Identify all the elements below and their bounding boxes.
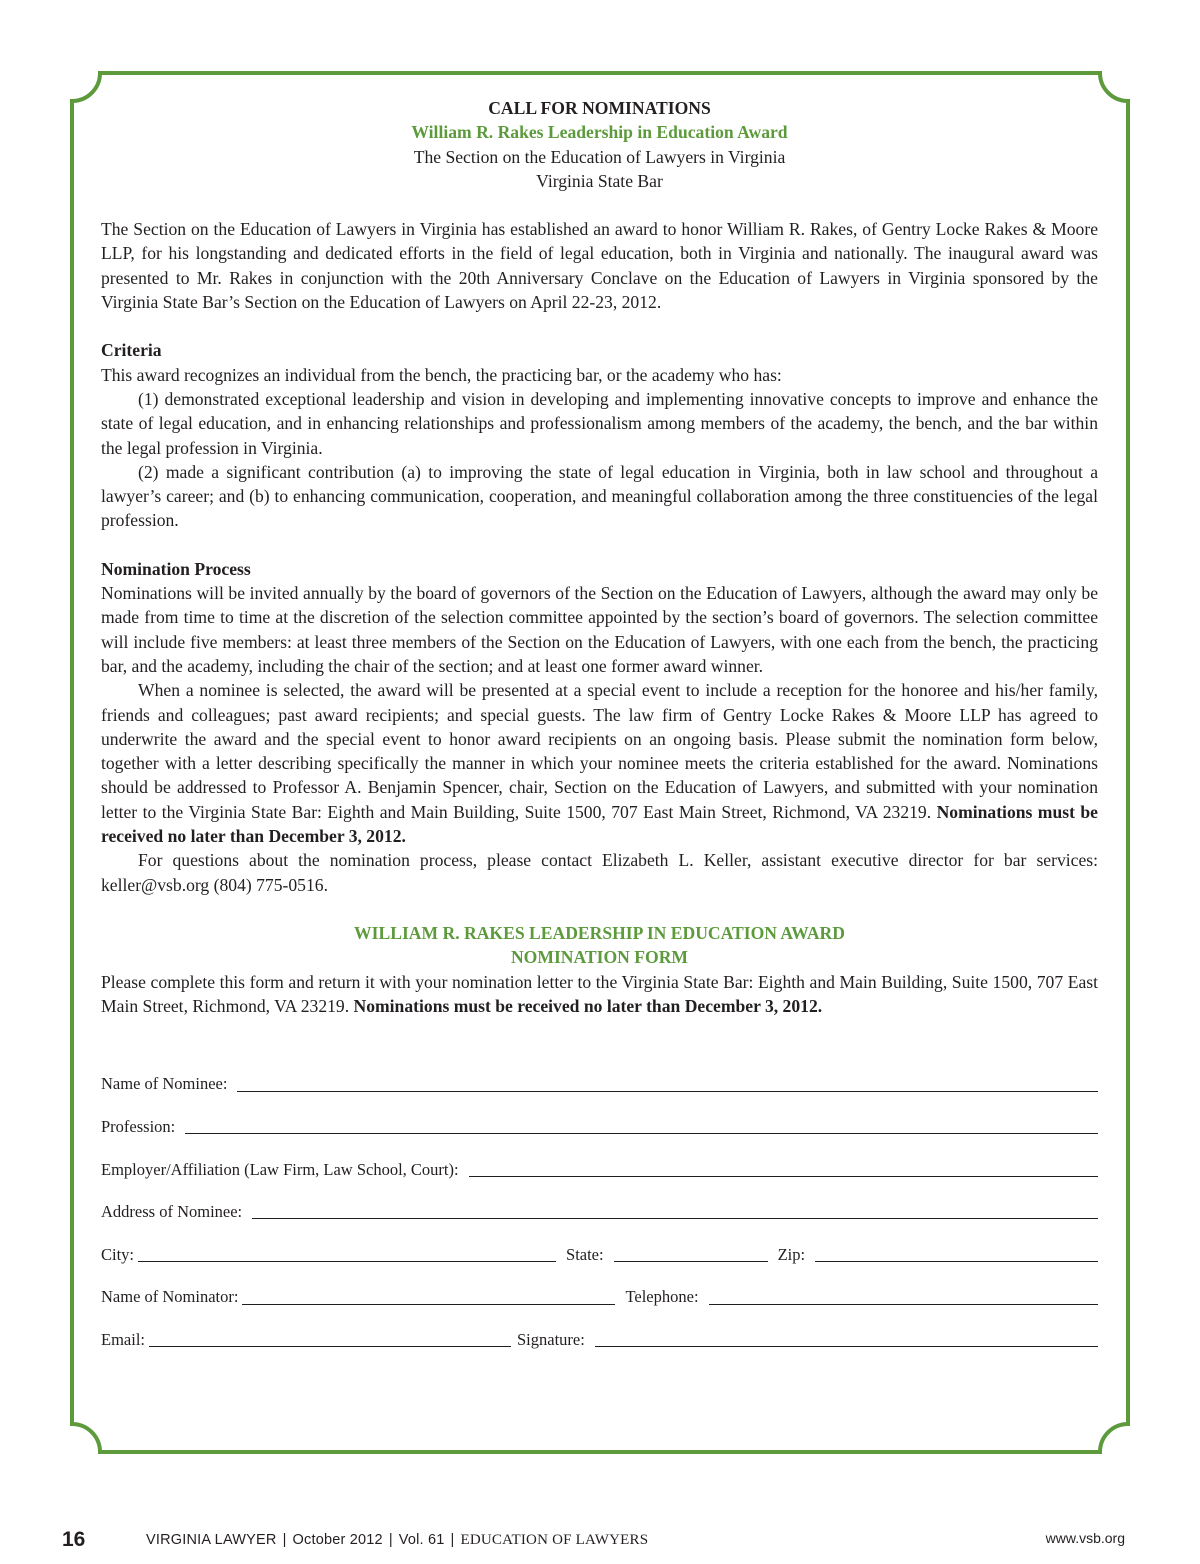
zip-label: Zip: — [777, 1244, 806, 1264]
state-label: State: — [566, 1244, 604, 1264]
nominee-name-label: Name of Nominee: — [101, 1074, 228, 1094]
employer-row — [101, 1139, 1098, 1182]
process-heading: Nomination Process — [101, 558, 251, 579]
footer-publication: VIRGINIA LAWYER | October 2012 | Vol. 61 | EDUCATION OF LAWYERS — [146, 1532, 649, 1548]
process-paragraph-2 — [101, 678, 1098, 848]
criteria-heading: Criteria — [101, 340, 162, 361]
process-paragraph-2-text: When a nominee is selected, the award will be presented at a special event to include a reception for the honoree and his/her family, friends and colleagues; past award recipients; and special guests. The law firm of Gentry Locke Rakes & Moore LLP has agreed to underwrite the award and the special event to honor award recipients on an ongoing basis. Please submit the nomination form below, together with a letter describing specifically the manner in which your nominee meets the criteria established for the award. Nominations should be addressed to Professor A. Benjamin Spencer, chair, Section on the Education of Lawyers, and submitted with your nomination letter to the Virginia State Bar: Eighth and Main Building, Suite 1500, 707 East Main Street, Richmond, VA 23219. — [101, 680, 1098, 822]
intro-paragraph: The Section on the Education of Lawyers in Virginia has established an award to honor William R. Rakes, of Gentry Locke Rakes & Moore LLP, for his longstanding and dedicated efforts in the field of legal education, both in Virginia and nationally. The inaugural award was presented to Mr. Rakes in conjunction with the 20th Anniversary Conclave on the Education of Lawyers in Virginia sponsored by the Virginia State Bar’s Section on the Education of Lawyers on April 22-23, 2012. — [101, 219, 1098, 313]
profession-field[interactable] — [185, 1132, 1098, 1134]
address-label: Address of Nominee: — [101, 1202, 243, 1222]
signature-field[interactable] — [595, 1345, 1098, 1347]
volume: Vol. 61 — [398, 1532, 445, 1548]
page-content — [101, 96, 1098, 1352]
city-label: City: — [101, 1244, 135, 1264]
nominator-row — [101, 1267, 1098, 1310]
website-link[interactable]: www.vsb.org — [1045, 1530, 1125, 1546]
nominator-field[interactable] — [242, 1303, 615, 1305]
city-field[interactable] — [138, 1260, 556, 1262]
email-label: Email: — [101, 1329, 145, 1349]
address-row — [101, 1182, 1098, 1225]
org-name: Virginia State Bar — [536, 170, 663, 191]
email-field[interactable] — [149, 1345, 511, 1347]
telephone-label: Telephone: — [625, 1287, 699, 1307]
nominator-label: Name of Nominator: — [101, 1287, 239, 1307]
city-state-zip-row — [101, 1224, 1098, 1267]
employer-field[interactable] — [469, 1175, 1098, 1177]
section-name: The Section on the Education of Lawyers in Virginia — [413, 146, 786, 167]
deadline-notice: Nominations must be received no later than December 3, 2012. — [101, 801, 1098, 847]
section-label: EDUCATION OF LAWYERS — [460, 1532, 649, 1548]
page-number: 16 — [62, 1528, 86, 1551]
profession-row — [101, 1097, 1098, 1140]
criteria-lead: This award recognizes an individual from the bench, the practicing bar, or the academy who has: — [101, 364, 782, 385]
award-name: William R. Rakes Leadership in Education Award — [411, 122, 788, 143]
state-field[interactable] — [614, 1260, 768, 1262]
criteria-item-2: (2) made a significant contribution (a) to improving the state of legal education in Virginia, both in law school and throughout a lawyer’s career; and (b) to enhancing communication, cooperation, and meaningful collaboration among the three constituencies of the legal profession. — [101, 461, 1098, 531]
nomination-form — [101, 1054, 1098, 1352]
magazine-name: VIRGINIA LAWYER — [146, 1532, 277, 1548]
form-title-line-1: WILLIAM R. RAKES LEADERSHIP IN EDUCATION AWARD — [354, 922, 845, 943]
call-title: CALL FOR NOMINATIONS — [488, 98, 711, 118]
page-footer — [0, 1528, 1200, 1552]
zip-field[interactable] — [815, 1260, 1098, 1262]
signature-label: Signature: — [517, 1329, 585, 1349]
nominee-name-row — [101, 1054, 1098, 1097]
address-field[interactable] — [252, 1217, 1098, 1219]
process-paragraph-3: For questions about the nomination process, please contact Elizabeth L. Keller, assistant executive director for bar services: keller@vsb.org (804) 775-0516. — [101, 850, 1098, 895]
process-paragraph-1: Nominations will be invited annually by the board of governors of the Section on the Education of Lawyers, although the award may only be made from time to time at the discretion of the selection committee appointed by the section’s board of governors. The selection committee will include five members: at least three members of the Section on the Education of Lawyers, with one each from the bench, the practicing bar, and the academy, including the chair of the section; and at least one former award winner. — [101, 583, 1098, 676]
form-title-line-2: NOMINATION FORM — [510, 947, 689, 968]
criteria-item-1: (1) demonstrated exceptional leadership and vision in developing and implementing innovative concepts to improve and enhance the state of legal education, and in enhancing relationships and professionalism among members of the academy, the bench, and the bar within the legal profession in Virginia. — [101, 388, 1098, 458]
nominee-name-field[interactable] — [237, 1090, 1098, 1092]
employer-label: Employer/Affiliation (Law Firm, Law School, Court): — [101, 1159, 459, 1179]
form-instructions — [101, 970, 1098, 1019]
issue-date: October 2012 — [292, 1532, 383, 1548]
profession-label: Profession: — [101, 1116, 176, 1136]
form-deadline: Nominations must be received no later than December 3, 2012. — [353, 995, 823, 1016]
email-signature-row — [101, 1310, 1098, 1353]
form-instructions-text: Please complete this form and return it with your nomination letter to the Virginia State Bar: Eighth and Main Building, Suite 1500, 707 East Main Street, Richmond, VA 23219. — [101, 971, 1098, 1016]
telephone-field[interactable] — [709, 1303, 1098, 1305]
